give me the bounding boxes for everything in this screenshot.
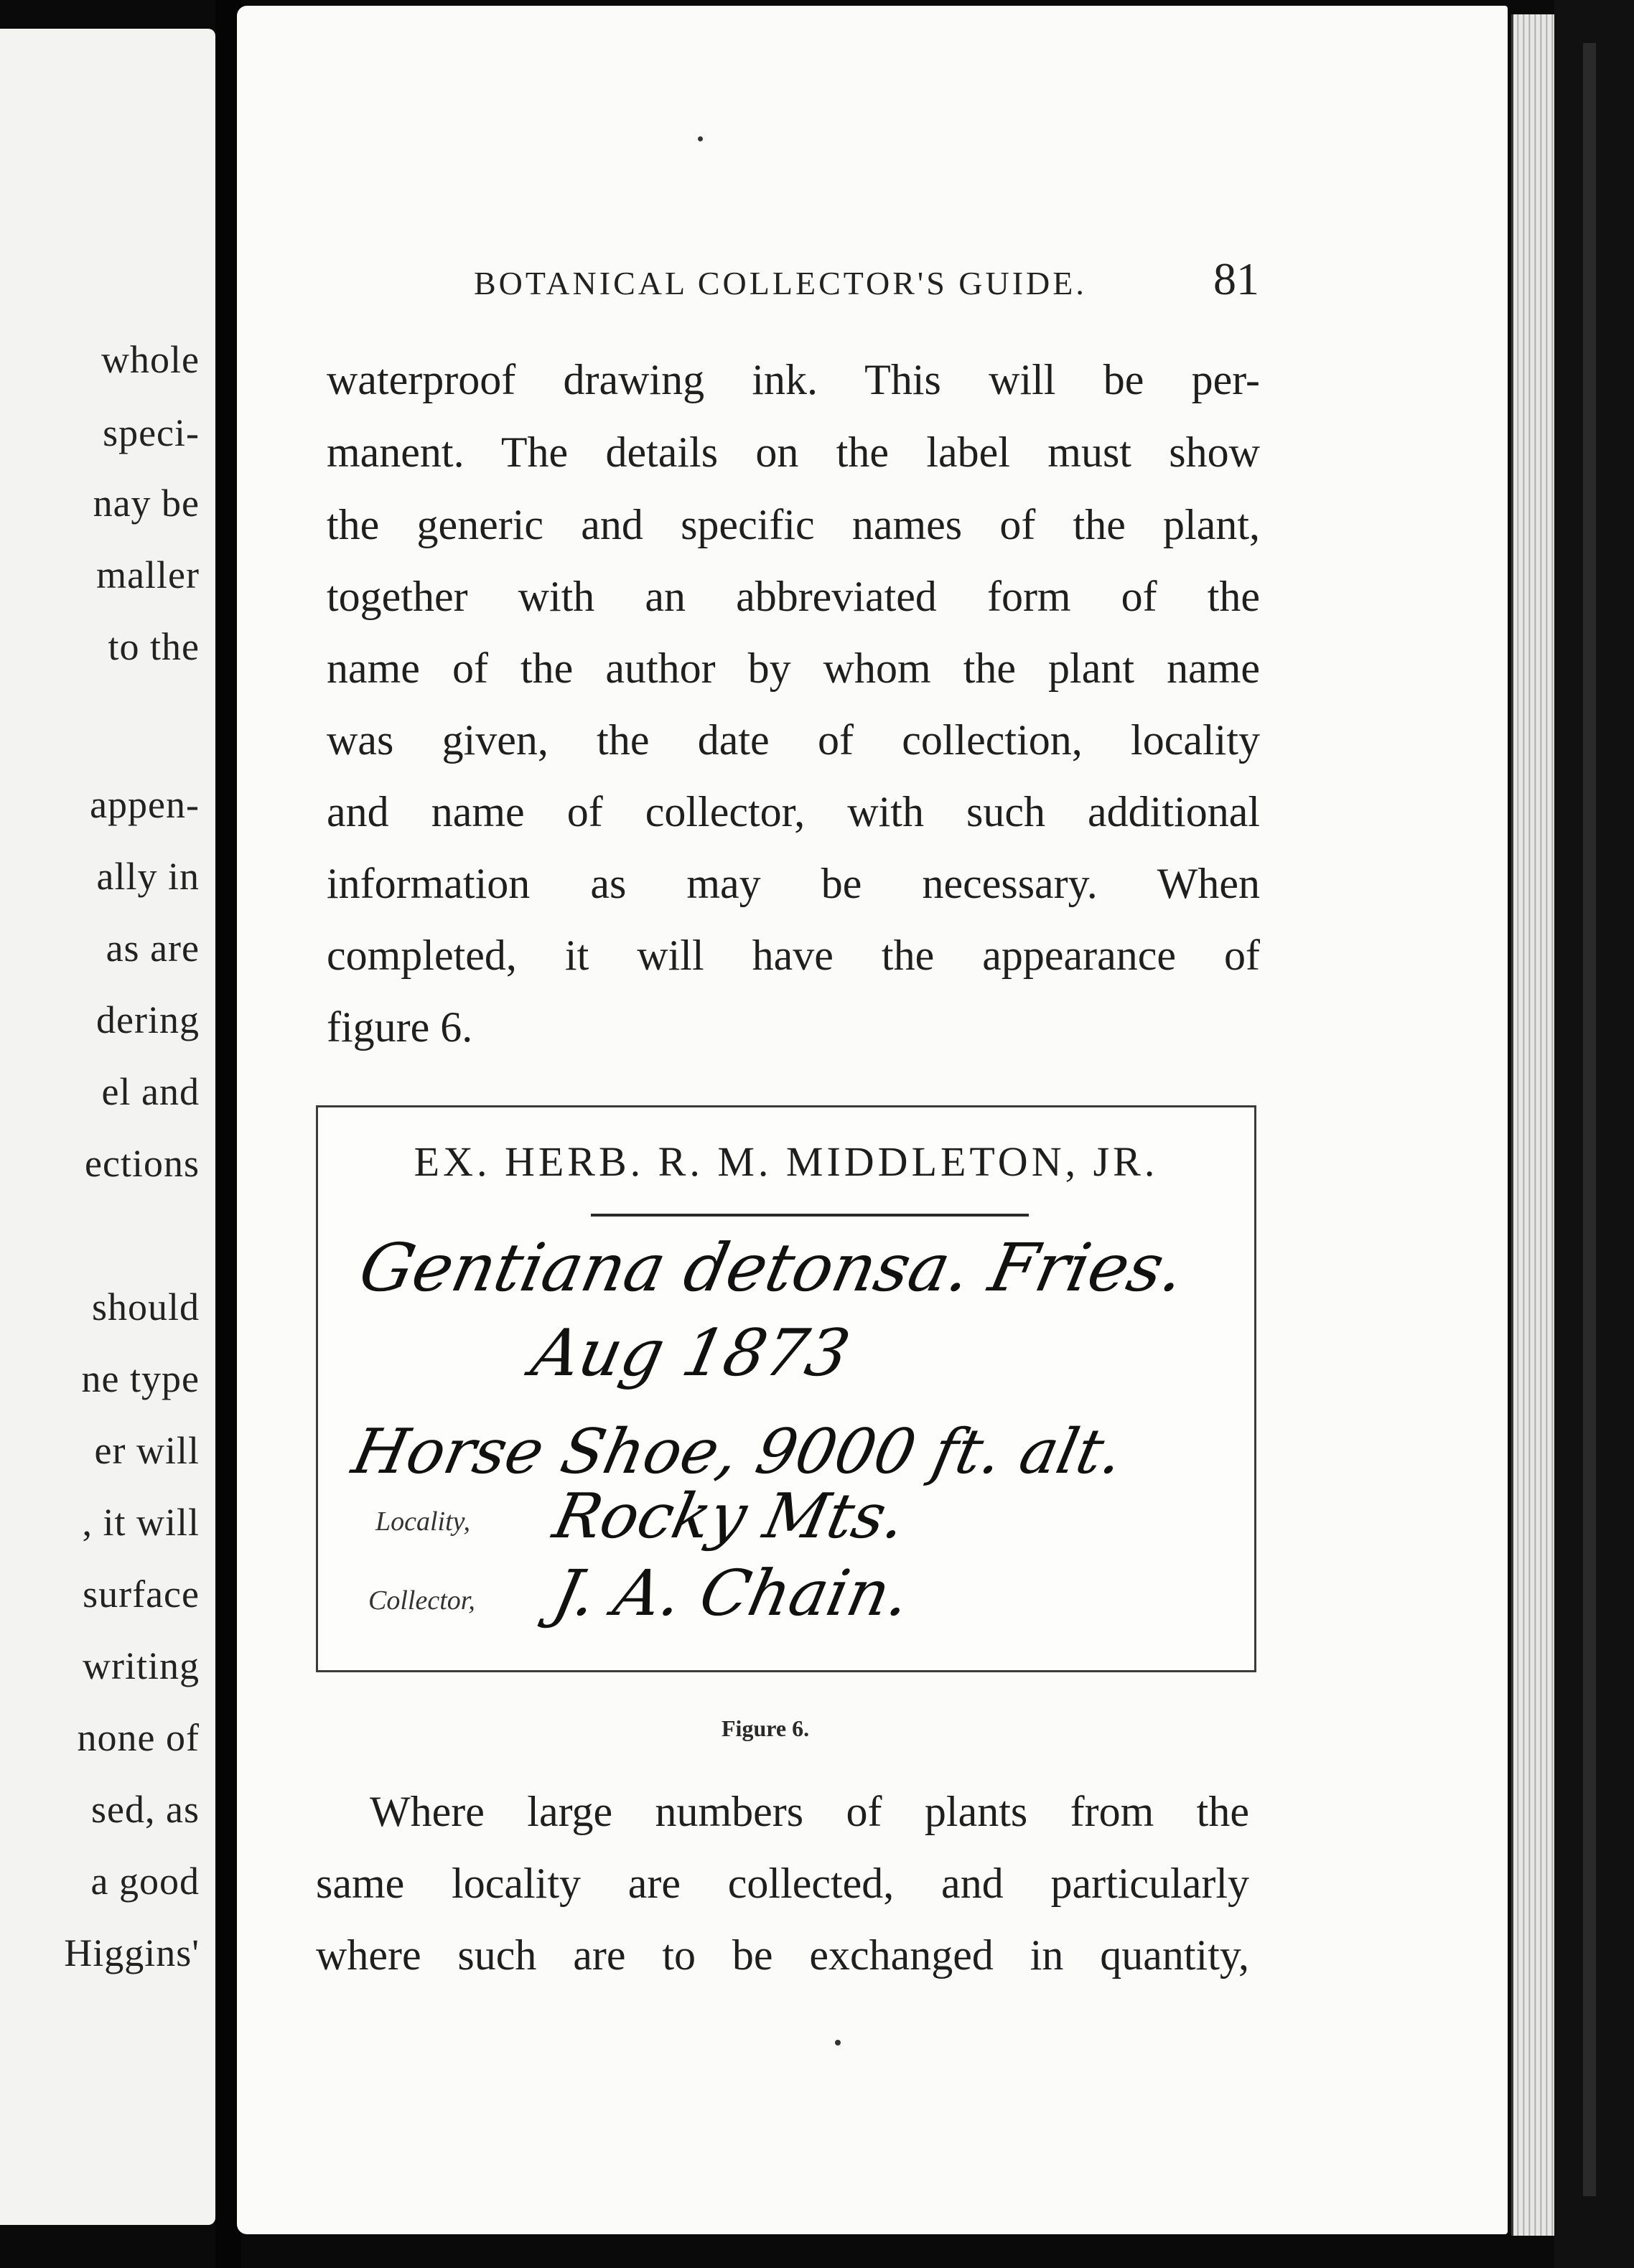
- left-facing-page: [0, 29, 215, 2225]
- body-text-line: the generic and specific names of the plant,: [327, 501, 1260, 548]
- body-text-line: waterproof drawing ink. This will be per-: [327, 356, 1260, 403]
- left-page-line: appen-: [90, 783, 200, 826]
- page-number: 81: [1213, 253, 1259, 304]
- left-page-line: nay be: [93, 482, 200, 525]
- page-edges: [1511, 14, 1556, 2236]
- label-divider: [591, 1214, 1029, 1217]
- left-page-line: ally in: [96, 855, 200, 898]
- left-page-line: el and: [101, 1070, 200, 1113]
- handwritten-date: Aug 1873: [525, 1316, 856, 1391]
- left-page-line: to the: [108, 625, 200, 668]
- left-page-line: none of: [77, 1716, 200, 1759]
- left-page-line: er will: [94, 1429, 200, 1472]
- print-speck: [835, 2040, 841, 2046]
- left-page-line: whole: [101, 338, 200, 381]
- handwritten-species-name: Gentiana detonsa. Fries.: [353, 1229, 1192, 1306]
- left-page-line: maller: [96, 553, 200, 596]
- left-page-line: , it will: [82, 1501, 200, 1544]
- label-header: EX. HERB. R. M. MIDDLETON, JR.: [414, 1138, 1159, 1185]
- handwritten-collector: J. A. Chain.: [547, 1556, 918, 1630]
- body-text-line: information as may be necessary. When: [327, 860, 1260, 907]
- left-page-line: sed, as: [91, 1788, 200, 1831]
- left-page-line: Higgins': [64, 1931, 200, 1974]
- left-page-line: speci-: [103, 411, 200, 454]
- left-page-line: dering: [96, 998, 200, 1041]
- collector-label: Collector,: [368, 1585, 475, 1616]
- left-page-line: a good: [90, 1860, 200, 1903]
- body-text-line: where such are to be exchanged in quantity,: [316, 1931, 1249, 1979]
- left-page-line: ne type: [81, 1357, 200, 1400]
- running-head: BOTANICAL COLLECTOR'S GUIDE.: [474, 265, 1087, 301]
- body-text-line: same locality are collected, and particularly: [316, 1860, 1249, 1907]
- body-text-line: figure 6.: [327, 1003, 473, 1051]
- print-speck: [698, 136, 703, 141]
- handwritten-site: Horse Shoe, 9000 ft. alt.: [346, 1416, 1130, 1488]
- book-cover-edge: [1554, 0, 1634, 2268]
- body-text-line: completed, it will have the appearance of: [327, 932, 1260, 979]
- locality-label: Locality,: [375, 1506, 470, 1537]
- left-page-line: ections: [85, 1142, 200, 1185]
- body-text-line: manent. The details on the label must show: [327, 428, 1260, 476]
- left-page-line: should: [91, 1285, 200, 1329]
- left-page-line: surface: [83, 1573, 200, 1616]
- figure-caption: Figure 6.: [722, 1715, 810, 1741]
- body-text-line: was given, the date of collection, locality: [327, 716, 1260, 764]
- body-text-line: together with an abbreviated form of the: [327, 573, 1260, 620]
- herbarium-label-figure: [316, 1105, 1256, 1672]
- body-text-line: Where large numbers of plants from the: [370, 1788, 1249, 1835]
- body-text-line: and name of collector, with such additional: [327, 788, 1260, 835]
- left-page-line: writing: [83, 1644, 200, 1687]
- handwritten-locality: Rocky Mts.: [547, 1481, 912, 1552]
- left-page-line: as are: [106, 927, 200, 970]
- body-text-line: name of the author by whom the plant name: [327, 645, 1260, 692]
